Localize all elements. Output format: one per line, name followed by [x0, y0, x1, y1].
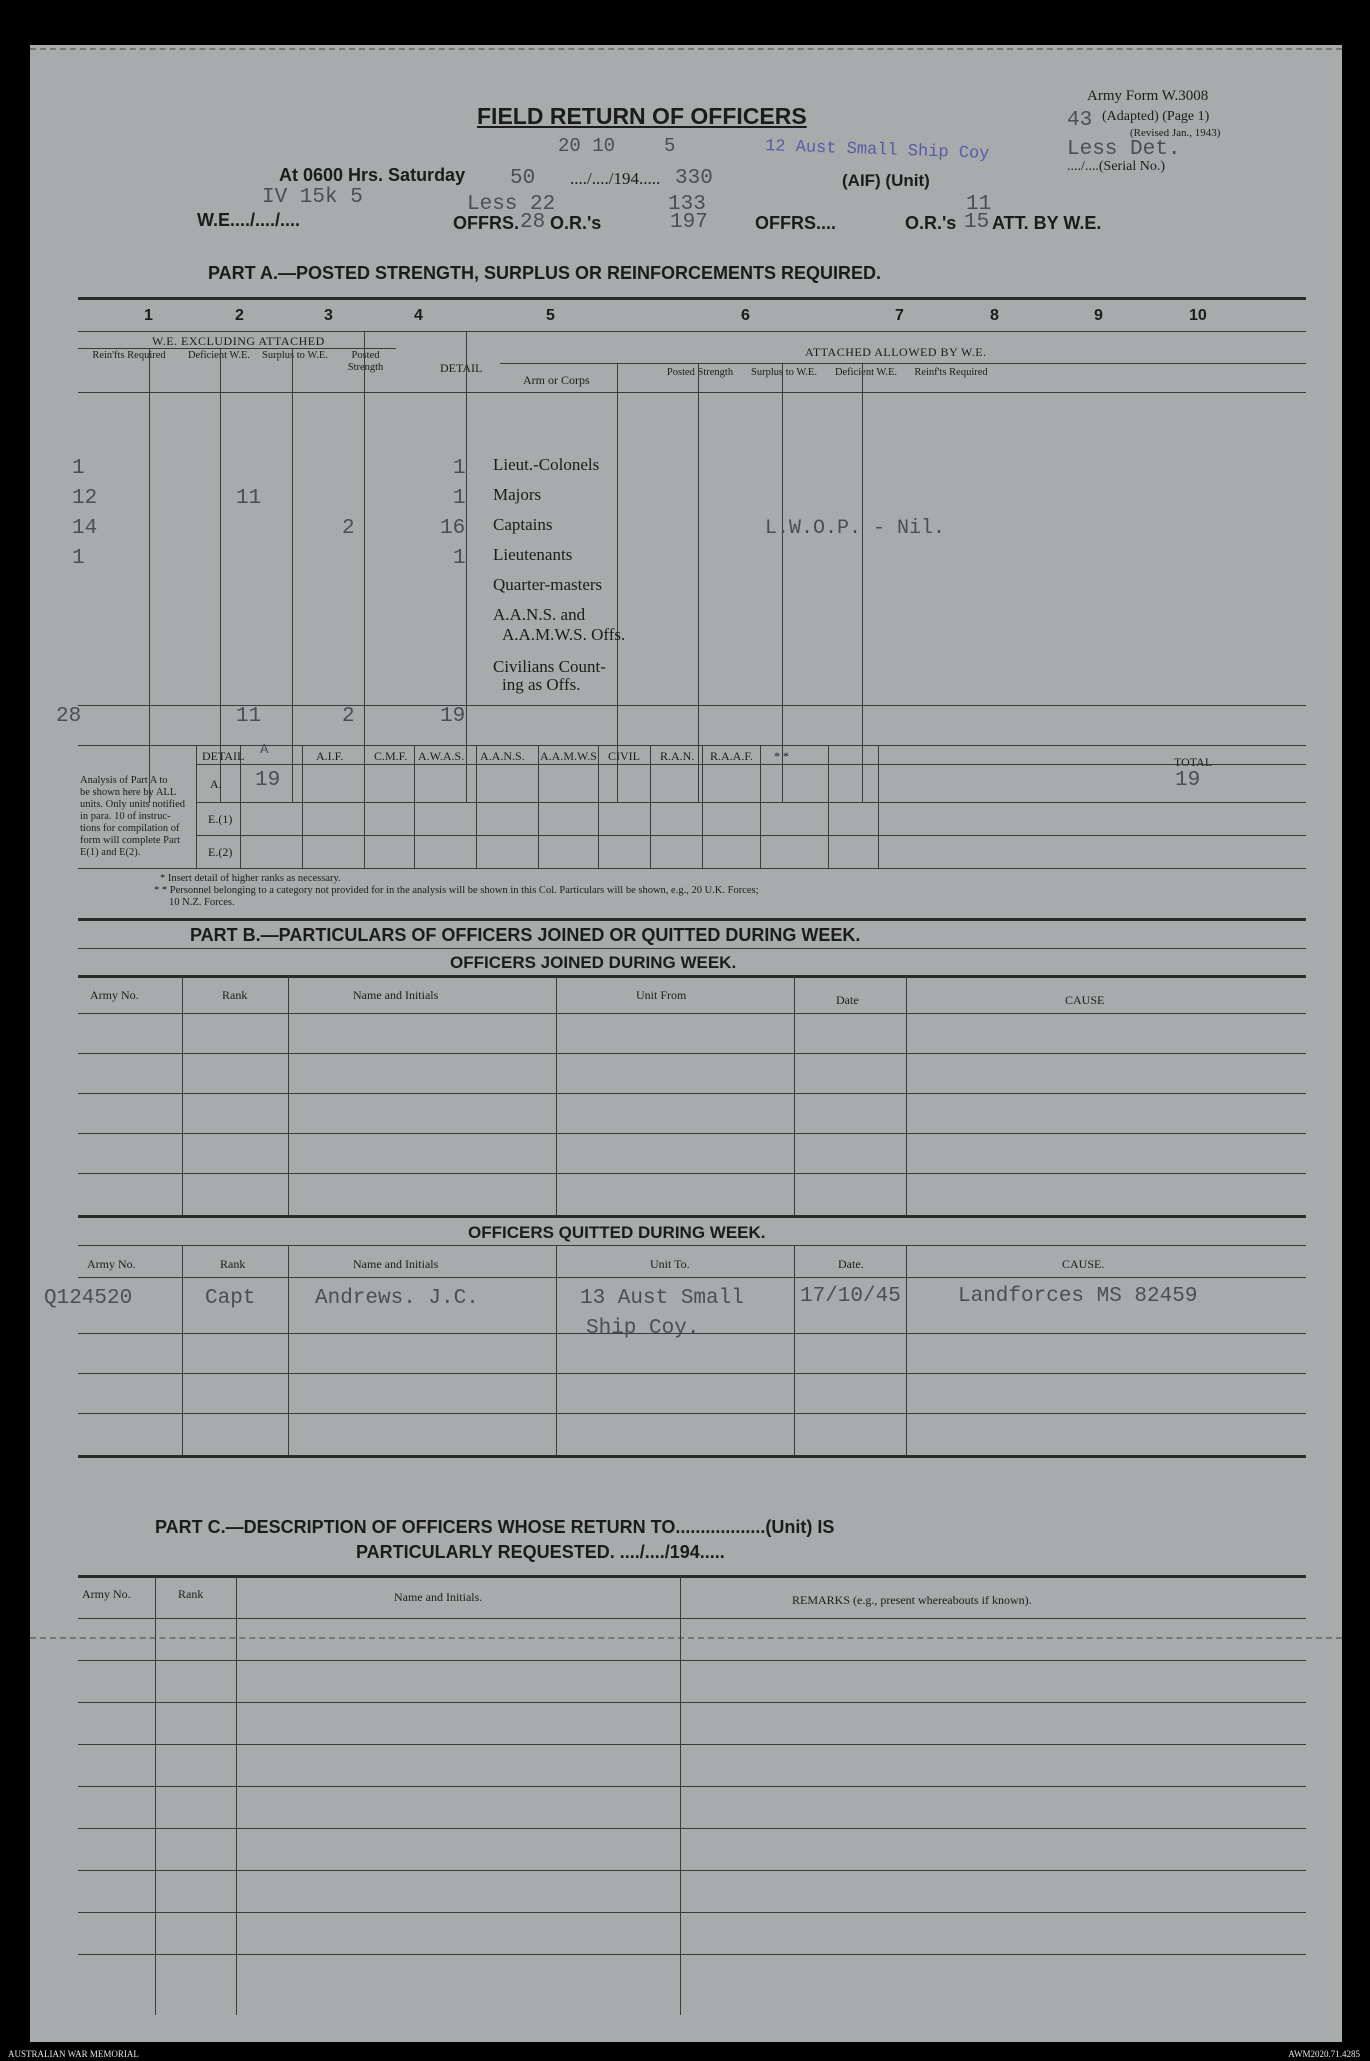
- column-divider: [680, 1575, 681, 2015]
- quitted-col-army-no: Army No.: [87, 1257, 136, 1271]
- rank-lieutenants: Lieutenants: [493, 545, 573, 564]
- column-divider: [617, 363, 618, 803]
- typed-less-det: Less Det.: [1067, 138, 1181, 161]
- analysis-col-aamws: A.A.M.W.S: [540, 749, 597, 763]
- part-c-col-name: Name and Initials.: [394, 1590, 483, 1604]
- col-number: 9: [1094, 307, 1103, 324]
- part-c-col-remarks: REMARKS (e.g., present whereabouts if known).: [792, 1593, 1032, 1607]
- form-title: FIELD RETURN OF OFFICERS: [477, 103, 807, 129]
- header-deficient-2: Deficient W.E.: [834, 367, 898, 378]
- typed-15: 15: [964, 211, 990, 234]
- part-c-col-army-no: Army No.: [82, 1587, 131, 1601]
- footer-credit: AUSTRALIAN WAR MEMORIAL: [8, 2049, 139, 2059]
- analysis-row-e1: E.(1): [208, 812, 233, 826]
- column-divider: [364, 331, 365, 803]
- row-line: [78, 1702, 1306, 1703]
- header-reinfts-2: Reinf'ts Required: [914, 367, 988, 378]
- analysis-note-line: E(1) and E(2).: [80, 847, 141, 858]
- quitted-col-cause: CAUSE.: [1062, 1257, 1105, 1271]
- perforation-top: [30, 48, 1342, 50]
- column-divider: [794, 975, 795, 1215]
- quitted-heading: OFFICERS QUITTED DURING WEEK.: [468, 1223, 766, 1242]
- column-divider: [149, 348, 150, 803]
- analysis-col-aans: A.A.N.S.: [480, 749, 525, 763]
- typed-197: 197: [670, 211, 708, 234]
- column-divider: [556, 975, 557, 1215]
- row-line: [78, 1828, 1306, 1829]
- rule: [78, 392, 1306, 393]
- typed-11: 11: [966, 193, 992, 216]
- col-number: 6: [741, 307, 750, 324]
- analysis-col-other: * *: [774, 749, 789, 763]
- quitted-unit: 13 Aust Small: [580, 1287, 744, 1310]
- quitted-name: Andrews. J.C.: [315, 1287, 479, 1310]
- joined-col-unit-from: Unit From: [636, 988, 687, 1002]
- rule: [78, 1245, 1306, 1246]
- att-by-we-label: ATT. BY W.E.: [992, 213, 1102, 233]
- typed-date: 20 10: [558, 135, 616, 157]
- total-deficient: 11: [236, 705, 262, 728]
- joined-col-name: Name and Initials: [353, 988, 439, 1002]
- rank-aans: A.A.N.S. and: [493, 605, 586, 624]
- rank-majors: Majors: [493, 485, 542, 504]
- column-divider: [182, 975, 183, 1215]
- total-posted: 19: [440, 705, 466, 728]
- column-divider: [862, 363, 863, 803]
- rank-quarter-masters: Quarter-masters: [493, 575, 603, 594]
- column-divider: [782, 363, 783, 803]
- header-arm-corps: Arm or Corps: [523, 373, 590, 387]
- surplus-value: 2: [342, 517, 355, 540]
- joined-top-rule: [78, 975, 1306, 978]
- header-detail: DETAIL: [440, 361, 483, 375]
- analysis-col-cmf: C.M.F.: [374, 749, 408, 763]
- rank-civilians-2: ing as Offs.: [502, 675, 581, 694]
- quitted-col-name: Name and Initials: [353, 1257, 439, 1271]
- archive-footer: [0, 2049, 1370, 2061]
- col-number: 7: [895, 307, 904, 324]
- typed-iv: IV 15k 5: [262, 186, 363, 209]
- analysis-col-ran: R.A.N.: [660, 749, 695, 763]
- adapted-label: (Adapted) (Page 1): [1102, 109, 1210, 124]
- part-c-heading-2: PARTICULARLY REQUESTED. ..../..../194.....: [356, 1542, 725, 1562]
- quitted-army-no: Q124520: [44, 1287, 133, 1310]
- typed-330: 330: [675, 167, 713, 190]
- analysis-col-raaf: R.A.A.F.: [710, 749, 754, 763]
- analysis-row-e2: E.(2): [208, 845, 233, 859]
- row-line: [78, 1786, 1306, 1787]
- column-divider: [220, 348, 221, 803]
- col-number: 2: [235, 307, 244, 324]
- posted-value: 1: [453, 487, 466, 510]
- ors-label-2: O.R.'s: [905, 213, 957, 233]
- header-posted: Posted Strength: [347, 350, 384, 373]
- column-divider: [292, 348, 293, 803]
- analysis-col-awas: A.W.A.S.: [418, 749, 465, 763]
- row-line: [78, 1133, 1306, 1134]
- totals-rule: [78, 705, 1306, 706]
- posted-value: 16: [440, 517, 466, 540]
- analysis-total-value: 19: [1175, 769, 1201, 792]
- analysis-col-civil: CIVIL: [608, 749, 640, 763]
- lwop-nil-note: L.W.O.P. - Nil.: [765, 517, 946, 540]
- quitted-cause: Landforces MS 82459: [958, 1285, 1198, 1308]
- analysis-col-detail: DETAIL: [202, 749, 245, 763]
- part-a-heading: PART A.—POSTED STRENGTH, SURPLUS OR REINFORCEMENTS REQUIRED.: [208, 263, 882, 283]
- column-divider: [236, 1575, 237, 2015]
- rank-civilians: Civilians Count-: [493, 657, 606, 676]
- row-line: [78, 1013, 1306, 1014]
- typed-50: 50: [510, 167, 536, 190]
- unit-stamp: 12 Aust Small Ship Coy: [764, 137, 990, 164]
- total-reinfts: 28: [56, 705, 82, 728]
- analysis-a-value: 19: [255, 769, 281, 792]
- analysis-row-a: A.: [210, 777, 222, 791]
- col-number: 1: [144, 307, 153, 324]
- quitted-rank: Capt: [205, 1287, 256, 1310]
- rank-aamws: A.A.M.W.S. Offs.: [502, 625, 626, 644]
- rule: [78, 868, 1306, 869]
- header-posted-2: Posted Strength: [666, 367, 734, 378]
- analysis-note-line: units. Only units notified: [80, 799, 185, 810]
- row-line: [78, 1912, 1306, 1913]
- col-number: 5: [546, 307, 555, 324]
- row-line: [78, 1660, 1306, 1661]
- analysis-note-line: form will complete Part: [80, 835, 181, 846]
- part-b-bottom-rule: [78, 1455, 1306, 1458]
- joined-col-date: Date: [836, 993, 859, 1007]
- row-line: [78, 1413, 1306, 1414]
- unit-label: (AIF) (Unit): [842, 171, 930, 190]
- reinfts-value: 1: [72, 457, 85, 480]
- revised-label: (Revised Jan., 1943): [1130, 127, 1221, 139]
- col-number: 3: [324, 307, 333, 324]
- footnote-3: 10 N.Z. Forces.: [169, 897, 235, 908]
- row-line: [78, 1954, 1306, 1955]
- at-hours-label: At 0600 Hrs. Saturday: [279, 165, 466, 185]
- footer-accession-number: AWM2020.71.4285: [1288, 2049, 1360, 2059]
- header-surplus-2: Surplus to W.E.: [751, 367, 817, 378]
- row-line: [78, 1173, 1306, 1174]
- joined-col-rank: Rank: [222, 988, 248, 1002]
- form-sheet: [30, 45, 1342, 2042]
- attached-allowed-label: ATTACHED ALLOWED BY W.E.: [805, 345, 987, 359]
- joined-col-cause: CAUSE: [1065, 993, 1105, 1007]
- header-reinfts: Rein'fts Required: [92, 350, 166, 361]
- joined-heading: OFFICERS JOINED DURING WEEK.: [450, 953, 737, 972]
- rank-lieut-colonels: Lieut.-Colonels: [493, 455, 600, 474]
- posted-value: 1: [453, 457, 466, 480]
- typed-43: 43: [1067, 109, 1093, 132]
- column-divider: [466, 331, 467, 803]
- part-b-heading: PART B.—PARTICULARS OF OFFICERS JOINED OR QUITTED DURING WEEK.: [190, 925, 861, 945]
- row-line: [78, 1744, 1306, 1745]
- rule: [78, 948, 1306, 949]
- part-c-top-rule: [78, 1575, 1306, 1578]
- row-line: [78, 1618, 1306, 1619]
- col-number: 10: [1189, 307, 1207, 324]
- rank-captains: Captains: [493, 515, 553, 534]
- typed-28: 28: [520, 211, 546, 234]
- quitted-date: 17/10/45: [800, 1285, 901, 1308]
- row-line: [78, 1093, 1306, 1094]
- header-deficient: Deficient W.E.: [187, 350, 251, 361]
- total-surplus: 2: [342, 705, 355, 728]
- typed-a-letter: A: [260, 742, 269, 758]
- serial-label: ..../....(Serial No.): [1067, 159, 1165, 174]
- quitted-col-rank: Rank: [220, 1257, 246, 1271]
- column-divider: [906, 975, 907, 1215]
- column-divider: [155, 1575, 156, 2015]
- quitted-col-date: Date.: [838, 1257, 864, 1271]
- part-c-heading: PART C.—DESCRIPTION OF OFFICERS WHOSE RETURN TO..................(Unit) IS: [155, 1517, 835, 1537]
- footnote-1: * Insert detail of higher ranks as necessary.: [160, 873, 341, 884]
- analysis-col-aif: A.I.F.: [316, 749, 344, 763]
- col-number: 8: [990, 307, 999, 324]
- quitted-top-rule: [78, 1215, 1306, 1218]
- quitted-col-unit-to: Unit To.: [650, 1257, 690, 1271]
- quitted-unit-line2: Ship Coy.: [586, 1317, 700, 1340]
- ors-label: O.R.'s: [550, 213, 602, 233]
- analysis-col-total: TOTAL: [1174, 755, 1213, 769]
- typed-less-22: Less 22: [467, 193, 556, 216]
- analysis-note-line: in para. 10 of instruc-: [80, 811, 171, 822]
- part-a-top-rule: [78, 297, 1306, 300]
- rule: [196, 764, 1306, 765]
- row-line: [78, 1870, 1306, 1871]
- rule: [500, 363, 1306, 364]
- part-b-top-rule: [78, 918, 1306, 921]
- analysis-note-line: Analysis of Part A to: [80, 775, 168, 786]
- posted-value: 1: [453, 547, 466, 570]
- column-divider: [288, 975, 289, 1215]
- we-label: W.E..../..../....: [197, 210, 301, 230]
- typed-five: 5: [664, 135, 676, 157]
- date-dots: ..../..../194.....: [570, 169, 661, 188]
- rule: [196, 835, 1306, 836]
- row-line: [78, 1373, 1306, 1374]
- we-excluding-attached-label: W.E. EXCLUDING ATTACHED: [152, 334, 325, 348]
- row-line: [78, 1277, 1306, 1278]
- joined-col-army-no: Army No.: [90, 988, 139, 1002]
- typed-133: 133: [668, 193, 706, 216]
- rule: [78, 348, 396, 349]
- reinfts-value: 1: [72, 547, 85, 570]
- row-line: [78, 1053, 1306, 1054]
- col-number: 4: [414, 307, 423, 324]
- footnote-2: * * Personnel belonging to a category not provided for in the analysis will be shown in this Col. Particulars will be shown, e.g., 20 U.K. Forces;: [154, 885, 759, 896]
- analysis-note-line: be shown here by ALL: [80, 787, 177, 798]
- deficient-value: 11: [236, 487, 262, 510]
- offrs-label-2: OFFRS....: [755, 213, 836, 233]
- column-divider: [698, 363, 699, 803]
- offrs-label: OFFRS.: [453, 213, 519, 233]
- analysis-note-line: tions for compilation of: [80, 823, 180, 834]
- part-c-col-rank: Rank: [178, 1587, 204, 1601]
- rule: [78, 331, 1306, 332]
- perforation-middle: [30, 1637, 1342, 1639]
- reinfts-value: 14: [72, 517, 98, 540]
- army-form-number: Army Form W.3008: [1087, 88, 1209, 104]
- header-surplus: Surplus to W.E.: [262, 350, 328, 361]
- rule: [196, 802, 1306, 803]
- reinfts-value: 12: [72, 487, 98, 510]
